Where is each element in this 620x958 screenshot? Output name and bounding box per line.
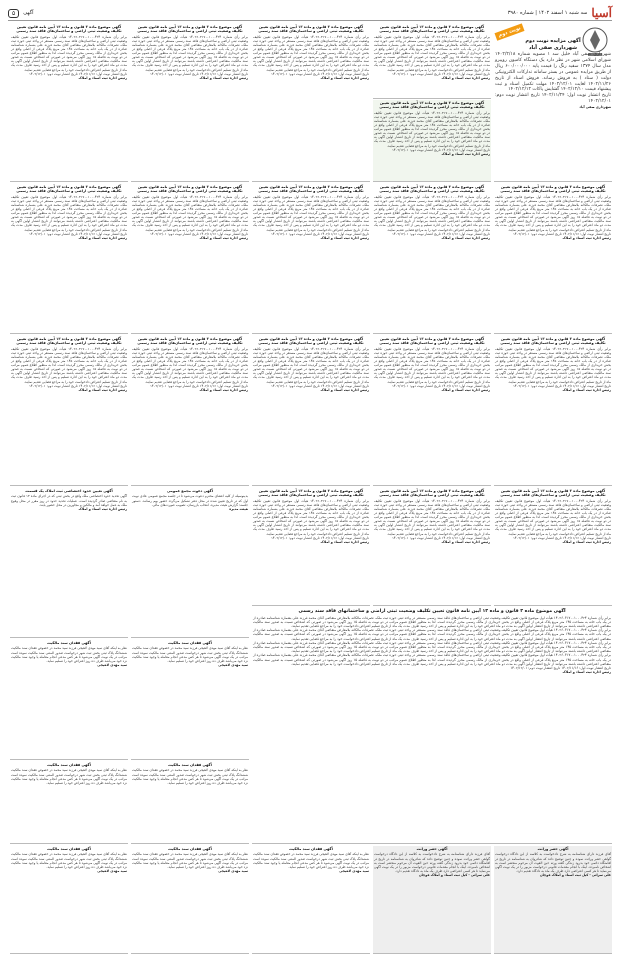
notice-signature: رئیس اداره ثبت اسناد و املاک [78, 235, 127, 240]
notice-signature: رئیس اداره ثبت اسناد و املاک [441, 75, 490, 80]
notice-dates: تاریخ انتشار نوبت اول: ۱۴۰۲/۱۱/۱۶ تاریخ انتشار نوبت دوم: ۱۴۰۲/۱۲/۰۱ [150, 231, 248, 236]
notice-dates: تاریخ انتشار نوبت اول: ۱۴۰۲/۱۱/۱۶ تاریخ انتشار نوبت دوم: ۱۴۰۲/۱۲/۰۱ [150, 383, 248, 388]
notice-title: آگهی موضوع ماده ۳ قانون و ماده ۱۳ آیین نامه قانون تعیین تکلیف وضعیت ثبتی اراضی و ساختمان‌های فاقد سند رسمی [379, 25, 485, 34]
notice-dates: تاریخ انتشار نوبت اول: ۱۴۰۲/۱۱/۱۶ تاریخ انتشار نوبت دوم: ۱۴۰۲/۱۲/۰۱ [29, 231, 127, 236]
wide-title: آگهی موضوع ماده ۳ قانون و ماده ۱۳ آیین نامه قانون تعیین تکلیف وضعیت ثبتی اراضی و ساختمانهای فاقد سند رسمی [298, 609, 566, 614]
notice-body: برابر رأی شماره ۱۴۰۲۶۰۳۱۷۰۰۱۰۰۰۴۲۴ هیأت اول موضوع قانون تعیین تکلیف وضعیت ثبتی اراضی و ساختمان‌های فاقد سند رسمی مستقر در واحد ثبتی حوزه ثبت ملک، تصرفات مالکانه بلامعارض متقاضی آقای محمد فرزند علی بشماره شناسنامه صادره از در یک باب خانه به مساحت ۱۴۵ متر مربع پلاک فرعی از اصلی واقع در بخش خریداری از مالک رسمی محرز گردیده است. لذا به منظور اطلاع عموم مراتب در دو نوبت به فاصله ۱۵ روز آگهی می‌شود در صورتی که اشخاص نسبت به صدور سند مالکیت متقاضی اعتراضی داشته باشند می‌توانند از تاریخ انتشار اولین آگهی به مدت دو ماه اعتراض خود را به این اداره تسلیم و پس از اخذ رسید ظرف مدت یک ماه از تاریخ تسلیم اعتراض دادخواست خود را به مراجع قضایی تقدیم نمایند. [374, 110, 490, 148]
land-notice-r2-5 [10, 184, 128, 334]
notice-title: آگهی موضوع ماده ۳ قانون و ماده ۱۳ آیین نامه قانون تعیین تکلیف وضعیت ثبتی اراضی و ساختمان‌های فاقد سند رسمی [258, 337, 364, 346]
notice-title: آگهی موضوع ماده ۳ قانون و ماده ۱۳ آیین نامه قانون تعیین تکلیف وضعیت ثبتی اراضی و ساختمان‌های فاقد سند رسمی [16, 185, 122, 194]
notice-dates: تاریخ انتشار نوبت اول: ۱۴۰۲/۱۱/۱۶ تاریخ انتشار نوبت دوم: ۱۴۰۲/۱۲/۰۱ [392, 383, 490, 388]
featured-org: شهرداری صفی آباد [528, 45, 578, 51]
notice-title: آگهی موضوع ماده ۳ قانون و ماده ۱۳ آیین نامه قانون تعیین تکلیف وضعیت ثبتی اراضی و ساختمان‌های فاقد سند رسمی [137, 337, 243, 346]
notice-signature: رئیس اداره ثبت اسناد و املاک [441, 235, 490, 240]
lost-deed-title-2: آگهی فقدان سند مالکیت [168, 641, 212, 645]
land-notice-r4-1 [494, 488, 612, 606]
notice-title: آگهی موضوع ماده ۳ قانون و ماده ۱۳ آیین نامه قانون تعیین تکلیف وضعیت ثبتی اراضی و ساختمان‌های فاقد سند رسمی [500, 185, 606, 194]
heirs-signature-1: علی سرائی - کیل ثبت اسناد و املاک قوچان [539, 872, 611, 877]
notice-dates: تاریخ انتشار نوبت اول: ۱۴۰۲/۱۱/۱۶ تاریخ انتشار نوبت دوم: ۱۴۰۲/۱۲/۰۱ [29, 383, 127, 388]
notice-body: برابر رأی شماره ۱۴۰۲۶۰۳۱۷۰۰۱۰۰۰۴۲۴ هیأت اول موضوع قانون تعیین تکلیف وضعیت ثبتی اراضی و ساختمان‌های فاقد سند رسمی مستقر در واحد ثبتی حوزه ثبت ملک، تصرفات مالکانه بلامعارض متقاضی آقای محمد فرزند علی بشماره شناسنامه صادره از در یک باب خانه به مساحت ۱۴۵ متر مربع پلاک فرعی از اصلی واقع در بخش خریداری از مالک رسمی محرز گردیده است. لذا به منظور اطلاع عموم مراتب در دو نوبت به فاصله ۱۵ روز آگهی می‌شود در صورتی که اشخاص نسبت به صدور سند مالکیت متقاضی اعتراضی داشته باشند می‌توانند از تاریخ انتشار اولین آگهی به مدت دو ماه اعتراض خود را به این اداره تسلیم و پس از اخذ رسید ظرف مدت یک ماه از تاریخ تسلیم اعتراض دادخواست خود را به مراجع قضایی تقدیم نمایند. [253, 346, 369, 384]
second-round-badge: نوبت دوم [494, 23, 524, 41]
notice-body: برابر رأی شماره ۱۴۰۲۶۰۳۱۷۰۰۱۰۰۰۴۲۴ هیأت اول موضوع قانون تعیین تکلیف وضعیت ثبتی اراضی و ساختمان‌های فاقد سند رسمی مستقر در واحد ثبتی حوزه ثبت ملک، تصرفات مالکانه بلامعارض متقاضی آقای محمد فرزند علی بشماره شناسنامه صادره از در یک باب خانه به مساحت ۱۴۵ متر مربع پلاک فرعی از اصلی واقع در بخش خریداری از مالک رسمی محرز گردیده است. لذا به منظور اطلاع عموم مراتب در دو نوبت به فاصله ۱۵ روز آگهی می‌شود در صورتی که اشخاص نسبت به صدور سند مالکیت متقاضی اعتراضی داشته باشند می‌توانند از تاریخ انتشار اولین آگهی به مدت دو ماه اعتراض خود را به این اداره تسلیم و پس از اخذ رسید ظرف مدت یک ماه از تاریخ تسلیم اعتراض دادخواست خود را به مراجع قضایی تقدیم نمایند. [495, 498, 611, 536]
election-body: بدینوسیله از کلیه اعضای محترم دعوت می‌شود تا در جلسه مجمع عمومی عادی نوبت اول که در تاریخ تعیین شده در محل دفتر تشکیل می‌گردد حضور بهم رسانند. دستور جلسه: گزارش هیئت مدیره، انتخاب بازرسان، تصویب صورت‌های مالی. [132, 494, 248, 507]
lost-deed-notice-3 [131, 762, 249, 844]
wide-body-4: برابر رأی شماره ۱۴۰۲۶۰۳۱۷۰۰۱۰۰۰۴۲۴ هیأت اول موضوع قانون تعیین تکلیف وضعیت ثبتی اراضی و ساختمان‌های فاقد سند رسمی مستقر در واحد ثبتی حوزه ثبت ملک، تصرفات مالکانه بلامعارض متقاضی آقای محمد فرزند علی بشماره شناسنامه صادره از در یک باب خانه به مساحت ۱۴۵ متر مربع پلاک فرعی از اصلی واقع در بخش خریداری از مالک رسمی محرز گردیده است. لذا به منظور اطلاع عموم مراتب در دو نوبت به فاصله ۱۵ روز آگهی می‌شود در صورتی که اشخاص نسبت به صدور سند مالکیت متقاضی اعتراضی داشته باشند می‌توانند از تاریخ انتشار اولین آگهی به مدت دو ماه اعتراض خود را به این اداره تسلیم و پس از اخذ رسید ظرف مدت یک ماه از تاریخ تسلیم اعتراض دادخواست خود را به مراجع قضایی تقدیم نمایند. [253, 653, 612, 666]
lost-deed-signature-2: سید مهدی لاهیجی [218, 662, 248, 667]
notice-title: آگهی موضوع ماده ۳ قانون و ماده ۱۳ آیین نامه قانون تعیین تکلیف وضعیت ثبتی اراضی و ساختمان‌های فاقد سند رسمی [137, 25, 243, 34]
notice-body: برابر رأی شماره ۱۴۰۲۶۰۳۱۷۰۰۱۰۰۰۴۲۴ هیأت اول موضوع قانون تعیین تکلیف وضعیت ثبتی اراضی و ساختمان‌های فاقد سند رسمی مستقر در واحد ثبتی حوزه ثبت ملک، تصرفات مالکانه بلامعارض متقاضی آقای محمد فرزند علی بشماره شناسنامه صادره از در یک باب خانه به مساحت ۱۴۵ متر مربع پلاک فرعی از اصلی واقع در بخش خریداری از مالک رسمی محرز گردیده است. لذا به منظور اطلاع عموم مراتب در دو نوبت به فاصله ۱۵ روز آگهی می‌شود در صورتی که اشخاص نسبت به صدور سند مالکیت متقاضی اعتراضی داشته باشند می‌توانند از تاریخ انتشار اولین آگهی به مدت دو ماه اعتراض خود را به این اداره تسلیم و پس از اخذ رسید ظرف مدت یک ماه از تاریخ تسلیم اعتراض دادخواست خود را به مراجع قضایی تقدیم نمایند. [495, 346, 611, 384]
notice-dates: تاریخ انتشار نوبت اول: ۱۴۰۲/۱۱/۱۶ تاریخ انتشار نوبت دوم: ۱۴۰۲/۱۲/۰۱ [392, 147, 490, 152]
land-notice-c2-2 [373, 100, 491, 182]
lost-deed-body-2: نظر به اینکه آقای سید مهدی لاهیجی فرزند سید محمد در خصوص فقدان سند مالکیت ششدانگ پلاک ثبتی بخش ثبت شهر درخواست صدور المثنی سند مالکیت نموده است مراتب در یک نوبت آگهی می‌شود تا هر کس مدعی انجام معامله یا وجود سند مالکیت نزد خود می‌باشد ظرف ده روز اعتراض خود را تسلیم نماید. [132, 646, 248, 663]
page-number: ۵ [8, 9, 19, 18]
lost-deed-notice-6 [131, 846, 249, 954]
notice-title: آگهی موضوع ماده ۳ قانون و ماده ۱۳ آیین نامه قانون تعیین تکلیف وضعیت ثبتی اراضی و ساختمان‌های فاقد سند رسمی [16, 337, 122, 346]
issue-info: سه شنبه ۱ اسفند ۱۴۰۲ | شماره ۳۹۸۰ [507, 10, 588, 16]
land-notice-c3-1 [252, 24, 370, 182]
lost-deed-body-5: نظر به اینکه آقای سید مهدی لاهیجی فرزند سید محمد در خصوص فقدان سند مالکیت ششدانگ پلاک ثبتی بخش ثبت شهر درخواست صدور المثنی سند مالکیت نموده است مراتب در یک نوبت آگهی می‌شود تا هر کس مدعی انجام معامله یا وجود سند مالکیت نزد خود می‌باشد ظرف ده روز اعتراض خود را تسلیم نماید. [253, 852, 369, 869]
notice-signature: رئیس اداره ثبت اسناد و املاک [78, 387, 127, 392]
masthead-page-block [8, 9, 33, 18]
lost-deed-title-7: آگهی فقدان سند مالکیت [47, 847, 91, 851]
notice-body: برابر رأی شماره ۱۴۰۲۶۰۳۱۷۰۰۱۰۰۰۴۲۴ هیأت اول موضوع قانون تعیین تکلیف وضعیت ثبتی اراضی و ساختمان‌های فاقد سند رسمی مستقر در واحد ثبتی حوزه ثبت ملک، تصرفات مالکانه بلامعارض متقاضی آقای محمد فرزند علی بشماره شناسنامه صادره از در یک باب خانه به مساحت ۱۴۵ متر مربع پلاک فرعی از اصلی واقع در بخش خریداری از مالک رسمی محرز گردیده است. لذا به منظور اطلاع عموم مراتب در دو نوبت به فاصله ۱۵ روز آگهی می‌شود در صورتی که اشخاص نسبت به صدور سند مالکیت متقاضی اعتراضی داشته باشند می‌توانند از تاریخ انتشار اولین آگهی به مدت دو ماه اعتراض خود را به این اداره تسلیم و پس از اخذ رسید ظرف مدت یک ماه از تاریخ تسلیم اعتراض دادخواست خود را به مراجع قضایی تقدیم نمایند. [374, 194, 490, 232]
land-notice-r2-3 [252, 184, 370, 334]
notice-body: برابر رأی شماره ۱۴۰۲۶۰۳۱۷۰۰۱۰۰۰۴۲۴ هیأت اول موضوع قانون تعیین تکلیف وضعیت ثبتی اراضی و ساختمان‌های فاقد سند رسمی مستقر در واحد ثبتی حوزه ثبت ملک، تصرفات مالکانه بلامعارض متقاضی آقای محمد فرزند علی بشماره شناسنامه صادره از در یک باب خانه به مساحت ۱۴۵ متر مربع پلاک فرعی از اصلی واقع در بخش خریداری از مالک رسمی محرز گردیده است. لذا به منظور اطلاع عموم مراتب در دو نوبت به فاصله ۱۵ روز آگهی می‌شود در صورتی که اشخاص نسبت به صدور سند مالکیت متقاضی اعتراضی داشته باشند می‌توانند از تاریخ انتشار اولین آگهی به مدت دو ماه اعتراض خود را به این اداره تسلیم و پس از اخذ رسید ظرف مدت یک ماه از تاریخ تسلیم اعتراض دادخواست خود را به مراجع قضایی تقدیم نمایند. [374, 346, 490, 384]
lost-deed-body-6: نظر به اینکه آقای سید مهدی لاهیجی فرزند سید محمد در خصوص فقدان سند مالکیت ششدانگ پلاک ثبتی بخش ثبت شهر درخواست صدور المثنی سند مالکیت نموده است مراتب در یک نوبت آگهی می‌شود تا هر کس مدعی انجام معامله یا وجود سند مالکیت نزد خود می‌باشد ظرف ده روز اعتراض خود را تسلیم نماید. [132, 852, 248, 869]
notice-signature: رئیس اداره ثبت اسناد و املاک [562, 235, 611, 240]
notice-signature: رئیس اداره ثبت اسناد و املاک [320, 235, 369, 240]
featured-signature: شهرداری صفی آباد [579, 105, 611, 110]
notice-dates: تاریخ انتشار نوبت اول: ۱۴۰۲/۱۱/۱۶ تاریخ انتشار نوبت دوم: ۱۴۰۲/۱۲/۰۱ [29, 71, 127, 76]
wide-land-notice [252, 608, 612, 844]
lost-deed-signature-5: سید مهدی لاهیجی [339, 868, 369, 873]
lost-deed-title-4: آگهی فقدان سند مالکیت [47, 763, 91, 767]
heirs-body-1: آقای فرزند دارای شناسنامه به شرح دادخواست به کلاسه از این دادگاه درخواست گواهی حصر وراثت نموده و چنین توضیح داده که شادروان به شناسنامه در تاریخ در اقامتگاه دائمی خود بدرود زندگی گفته ورثه حین الفوت آن مرحوم منحصر است به اشخاص نامبرده. اینک با انجام مقدمات قانونی درخواست مزبور را در یک نوبت آگهی می‌نماید تا هر کسی اعتراضی دارد ظرف یک ماه به دادگاه تقدیم دارد. [495, 852, 611, 873]
election-title: آگهی دعوت مجمع عمومی [167, 489, 213, 493]
featured-body: شهرداری صفی آباد خلیل سد ۱ مصوبه شماره ۱۴۰۲/۲/۱۸ شورای اسلامی شهر در نظر دارد یک دستگاه کامیون روپیرو مدل سال ۱۳۷۴ سفید رنگ را قیمت پایه ۶۰۰/۰۰۰/۰۰۰ ریال از طریق مزایده عمومی در بستر سامانه تدارکات الکترونیکی دولت ( ستاد ) به فروش رساند. فروش اسناد از تاریخ ۱۴۰۲/۱۱/۲۶ لغایت ۱۴۰۲/۱۲/۰۱ مهلت تکمیل اسناد و ثبت پیشنهاد قیمت ۱۴۰۲/۱۲/۱۰ گشایش پاکات ۱۴۰۲/۱۲/۱۲ [495, 52, 611, 93]
notice-dates: تاریخ انتشار نوبت اول: ۱۴۰۲/۱۱/۱۶ تاریخ انتشار نوبت دوم: ۱۴۰۲/۱۲/۰۱ [392, 535, 490, 540]
land-notice-c5-1 [10, 24, 128, 182]
land-notice-r3-1 [494, 336, 612, 486]
land-notice-r3-5 [10, 336, 128, 486]
land-notice-r2-2 [373, 184, 491, 334]
notice-dates: تاریخ انتشار نوبت اول: ۱۴۰۲/۱۱/۱۶ تاریخ انتشار نوبت دوم: ۱۴۰۲/۱۲/۰۱ [392, 71, 490, 76]
notice-signature: رئیس اداره ثبت اسناد و املاک [320, 387, 369, 392]
notice-title: آگهی موضوع ماده ۳ قانون و ماده ۱۳ آیین نامه قانون تعیین تکلیف وضعیت ثبتی اراضی و ساختمان‌های فاقد سند رسمی [258, 185, 364, 194]
notice-signature: رئیس اداره ثبت اسناد و املاک [199, 75, 248, 80]
notice-signature: رئیس اداره ثبت اسناد و املاک [320, 539, 369, 544]
notice-title: آگهی موضوع ماده ۳ قانون و ماده ۱۳ آیین نامه قانون تعیین تکلیف وضعیت ثبتی اراضی و ساختمان‌های فاقد سند رسمی [379, 101, 485, 110]
notice-dates: تاریخ انتشار نوبت اول: ۱۴۰۲/۱۱/۱۶ تاریخ انتشار نوبت دوم: ۱۴۰۲/۱۲/۰۱ [513, 231, 611, 236]
notice-dates: تاریخ انتشار نوبت اول: ۱۴۰۲/۱۱/۱۶ تاریخ انتشار نوبت دوم: ۱۴۰۲/۱۲/۰۱ [271, 535, 369, 540]
wide-signature: رئیس اداره ثبت اسناد و املاک [562, 670, 611, 675]
notice-body: برابر رأی شماره ۱۴۰۲۶۰۳۱۷۰۰۱۰۰۰۴۲۴ هیأت اول موضوع قانون تعیین تکلیف وضعیت ثبتی اراضی و ساختمان‌های فاقد سند رسمی مستقر در واحد ثبتی حوزه ثبت ملک، تصرفات مالکانه بلامعارض متقاضی آقای محمد فرزند علی بشماره شناسنامه صادره از در یک باب خانه به مساحت ۱۴۵ متر مربع پلاک فرعی از اصلی واقع در بخش خریداری از مالک رسمی محرز گردیده است. لذا به منظور اطلاع عموم مراتب در دو نوبت به فاصله ۱۵ روز آگهی می‌شود در صورتی که اشخاص نسبت به صدور سند مالکیت متقاضی اعتراضی داشته باشند می‌توانند از تاریخ انتشار اولین آگهی به مدت دو ماه اعتراض خود را به این اداره تسلیم و پس از اخذ رسید ظرف مدت یک ماه از تاریخ تسلیم اعتراض دادخواست خود را به مراجع قضایی تقدیم نمایند. [11, 346, 127, 384]
lost-deed-body-7: نظر به اینکه آقای سید مهدی لاهیجی فرزند سید محمد در خصوص فقدان سند مالکیت ششدانگ پلاک ثبتی بخش ثبت شهر درخواست صدور المثنی سند مالکیت نموده است مراتب در یک نوبت آگهی می‌شود تا هر کس مدعی انجام معامله یا وجود سند مالکیت نزد خود می‌باشد ظرف ده روز اعتراض خود را تسلیم نماید. [11, 852, 127, 869]
notice-dates: تاریخ انتشار نوبت اول: ۱۴۰۲/۱۱/۱۶ تاریخ انتشار نوبت دوم: ۱۴۰۲/۱۲/۰۱ [271, 231, 369, 236]
featured-title: آگهی مزایده نوبت دوم [525, 38, 581, 44]
featured-dates: تاریخ انتشار نوبت اول: ۱۴۰۲/۱۱/۲۴ تاریخ انتشار نوبت دوم: ۱۴۰۲/۱۲/۰۱ [495, 93, 611, 105]
masthead-brand-block [508, 8, 612, 18]
notice-dates: تاریخ انتشار نوبت اول: ۱۴۰۲/۱۱/۱۶ تاریخ انتشار نوبت دوم: ۱۴۰۲/۱۲/۰۱ [271, 71, 369, 76]
land-notice-r3-2 [373, 336, 491, 486]
wide-body-3: برابر رأی شماره ۱۴۰۲۶۰۳۱۷۰۰۱۰۰۰۴۲۴ هیأت اول موضوع قانون تعیین تکلیف وضعیت ثبتی اراضی و ساختمان‌های فاقد سند رسمی مستقر در واحد ثبتی حوزه ثبت ملک، تصرفات مالکانه بلامعارض متقاضی آقای محمد فرزند علی بشماره شناسنامه صادره از در یک باب خانه به مساحت ۱۴۵ متر مربع پلاک فرعی از اصلی واقع در بخش خریداری از مالک رسمی محرز گردیده است. لذا به منظور اطلاع عموم مراتب در دو نوبت به فاصله ۱۵ روز آگهی می‌شود در صورتی که اشخاص نسبت به صدور سند مالکیت متقاضی اعتراضی داشته باشند می‌توانند از تاریخ انتشار اولین آگهی به مدت دو ماه اعتراض خود را به این اداره تسلیم و پس از اخذ رسید ظرف مدت یک ماه از تاریخ تسلیم اعتراض دادخواست خود را به مراجع قضایی تقدیم نمایند. [253, 640, 612, 654]
notice-signature: رئیس اداره ثبت اسناد و املاک [78, 75, 127, 80]
notice-body: برابر رأی شماره ۱۴۰۲۶۰۳۱۷۰۰۱۰۰۰۴۲۴ هیأت اول موضوع قانون تعیین تکلیف وضعیت ثبتی اراضی و ساختمان‌های فاقد سند رسمی مستقر در واحد ثبتی حوزه ثبت ملک، تصرفات مالکانه بلامعارض متقاضی آقای محمد فرزند علی بشماره شناسنامه صادره از در یک باب خانه به مساحت ۱۴۵ متر مربع پلاک فرعی از اصلی واقع در بخش خریداری از مالک رسمی محرز گردیده است. لذا به منظور اطلاع عموم مراتب در دو نوبت به فاصله ۱۵ روز آگهی می‌شود در صورتی که اشخاص نسبت به صدور سند مالکیت متقاضی اعتراضی داشته باشند می‌توانند از تاریخ انتشار اولین آگهی به مدت دو ماه اعتراض خود را به این اداره تسلیم و پس از اخذ رسید ظرف مدت یک ماه از تاریخ تسلیم اعتراض دادخواست خود را به مراجع قضایی تقدیم نمایند. [11, 194, 127, 232]
notice-signature: رئیس اداره ثبت اسناد و املاک [199, 235, 248, 240]
notice-signature: رئیس اداره ثبت اسناد و املاک [320, 75, 369, 80]
section-label: آگهی [23, 10, 34, 16]
lost-deed-signature-6: سید مهدی لاهیجی [218, 868, 248, 873]
lost-deed-title-5: آگهی فقدان سند مالکیت [289, 847, 333, 851]
lost-deed-body-4: نظر به اینکه آقای سید مهدی لاهیجی فرزند سید محمد در خصوص فقدان سند مالکیت ششدانگ پلاک ثبتی بخش ثبت شهر درخواست صدور المثنی سند مالکیت نموده است مراتب در یک نوبت آگهی می‌شود تا هر کس مدعی انجام معامله یا وجود سند مالکیت نزد خود می‌باشد ظرف ده روز اعتراض خود را تسلیم نماید. [11, 768, 127, 785]
notice-body: برابر رأی شماره ۱۴۰۲۶۰۳۱۷۰۰۱۰۰۰۴۲۴ هیأت اول موضوع قانون تعیین تکلیف وضعیت ثبتی اراضی و ساختمان‌های فاقد سند رسمی مستقر در واحد ثبتی حوزه ثبت ملک، تصرفات مالکانه بلامعارض متقاضی آقای محمد فرزند علی بشماره شناسنامه صادره از در یک باب خانه به مساحت ۱۴۵ متر مربع پلاک فرعی از اصلی واقع در بخش خریداری از مالک رسمی محرز گردیده است. لذا به منظور اطلاع عموم مراتب در دو نوبت به فاصله ۱۵ روز آگهی می‌شود در صورتی که اشخاص نسبت به صدور سند مالکیت متقاضی اعتراضی داشته باشند می‌توانند از تاریخ انتشار اولین آگهی به مدت دو ماه اعتراض خود را به این اداره تسلیم و پس از اخذ رسید ظرف مدت یک ماه از تاریخ تسلیم اعتراض دادخواست خود را به مراجع قضایی تقدیم نمایند. [132, 34, 248, 72]
notice-dates: تاریخ انتشار نوبت اول: ۱۴۰۲/۱۱/۱۶ تاریخ انتشار نوبت دوم: ۱۴۰۲/۱۲/۰۱ [513, 383, 611, 388]
land-notice-r2-1 [494, 184, 612, 334]
lost-deed-notice-7 [10, 846, 128, 954]
notice-body: برابر رأی شماره ۱۴۰۲۶۰۳۱۷۰۰۱۰۰۰۴۲۴ هیأت اول موضوع قانون تعیین تکلیف وضعیت ثبتی اراضی و ساختمان‌های فاقد سند رسمی مستقر در واحد ثبتی حوزه ثبت ملک، تصرفات مالکانه بلامعارض متقاضی آقای محمد فرزند علی بشماره شناسنامه صادره از در یک باب خانه به مساحت ۱۴۵ متر مربع پلاک فرعی از اصلی واقع در بخش خریداری از مالک رسمی محرز گردیده است. لذا به منظور اطلاع عموم مراتب در دو نوبت به فاصله ۱۵ روز آگهی می‌شود در صورتی که اشخاص نسبت به صدور سند مالکیت متقاضی اعتراضی داشته باشند می‌توانند از تاریخ انتشار اولین آگهی به مدت دو ماه اعتراض خود را به این اداره تسلیم و پس از اخذ رسید ظرف مدت یک ماه از تاریخ تسلیم اعتراض دادخواست خود را به مراجع قضایی تقدیم نمایند. [374, 34, 490, 72]
notice-title: آگهی موضوع ماده ۳ قانون و ماده ۱۳ آیین نامه قانون تعیین تکلیف وضعیت ثبتی اراضی و ساختمان‌های فاقد سند رسمی [379, 489, 485, 498]
lost-deed-title-1: آگهی فقدان سند مالکیت [47, 641, 91, 645]
notice-signature: رئیس اداره ثبت اسناد و املاک [441, 151, 490, 156]
notice-dates: تاریخ انتشار نوبت اول: ۱۴۰۲/۱۱/۱۶ تاریخ انتشار نوبت دوم: ۱۴۰۲/۱۲/۰۱ [271, 383, 369, 388]
boundary-notice [10, 488, 128, 638]
notice-body: برابر رأی شماره ۱۴۰۲۶۰۳۱۷۰۰۱۰۰۰۴۲۴ هیأت اول موضوع قانون تعیین تکلیف وضعیت ثبتی اراضی و ساختمان‌های فاقد سند رسمی مستقر در واحد ثبتی حوزه ثبت ملک، تصرفات مالکانه بلامعارض متقاضی آقای محمد فرزند علی بشماره شناسنامه صادره از در یک باب خانه به مساحت ۱۴۵ متر مربع پلاک فرعی از اصلی واقع در بخش خریداری از مالک رسمی محرز گردیده است. لذا به منظور اطلاع عموم مراتب در دو نوبت به فاصله ۱۵ روز آگهی می‌شود در صورتی که اشخاص نسبت به صدور سند مالکیت متقاضی اعتراضی داشته باشند می‌توانند از تاریخ انتشار اولین آگهی به مدت دو ماه اعتراض خود را به این اداره تسلیم و پس از اخذ رسید ظرف مدت یک ماه از تاریخ تسلیم اعتراض دادخواست خود را به مراجع قضایی تقدیم نمایند. [11, 34, 127, 72]
notice-title: آگهی موضوع ماده ۳ قانون و ماده ۱۳ آیین نامه قانون تعیین تکلیف وضعیت ثبتی اراضی و ساختمان‌های فاقد سند رسمی [258, 489, 364, 498]
election-notice [131, 488, 249, 638]
notice-signature: رئیس اداره ثبت اسناد و املاک [199, 387, 248, 392]
land-notice-c2-1 [373, 24, 491, 99]
notice-title: آگهی موضوع ماده ۳ قانون و ماده ۱۳ آیین نامه قانون تعیین تکلیف وضعیت ثبتی اراضی و ساختمان‌های فاقد سند رسمی [379, 337, 485, 346]
wide-body-1: برابر رأی شماره ۱۴۰۲۶۰۳۱۷۰۰۱۰۰۰۴۲۴ هیأت اول موضوع قانون تعیین تکلیف وضعیت ثبتی اراضی و ساختمان‌های فاقد سند رسمی مستقر در واحد ثبتی حوزه ثبت ملک، تصرفات مالکانه بلامعارض متقاضی آقای محمد فرزند علی بشماره شناسنامه صادره از در یک باب خانه به مساحت ۱۴۵ متر مربع پلاک فرعی از اصلی واقع در بخش خریداری از مالک رسمی محرز گردیده است. لذا به منظور اطلاع عموم مراتب در دو نوبت به فاصله ۱۵ روز آگهی می‌شود در صورتی که اشخاص نسبت به صدور سند مالکیت متقاضی اعتراضی داشته باشند می‌توانند از تاریخ انتشار اولین آگهی به مدت دو ماه اعتراض خود را به این اداره تسلیم و پس از اخذ رسید ظرف مدت یک ماه از تاریخ تسلیم اعتراض دادخواست خود را به مراجع قضایی تقدیم نمایند. [253, 615, 612, 628]
election-signature: هیئت مدیره [229, 506, 248, 511]
notice-body: برابر رأی شماره ۱۴۰۲۶۰۳۱۷۰۰۱۰۰۰۴۲۴ هیأت اول موضوع قانون تعیین تکلیف وضعیت ثبتی اراضی و ساختمان‌های فاقد سند رسمی مستقر در واحد ثبتی حوزه ثبت ملک، تصرفات مالکانه بلامعارض متقاضی آقای محمد فرزند علی بشماره شناسنامه صادره از در یک باب خانه به مساحت ۱۴۵ متر مربع پلاک فرعی از اصلی واقع در بخش خریداری از مالک رسمی محرز گردیده است. لذا به منظور اطلاع عموم مراتب در دو نوبت به فاصله ۱۵ روز آگهی می‌شود در صورتی که اشخاص نسبت به صدور سند مالکیت متقاضی اعتراضی داشته باشند می‌توانند از تاریخ انتشار اولین آگهی به مدت دو ماه اعتراض خود را به این اداره تسلیم و پس از اخذ رسید ظرف مدت یک ماه از تاریخ تسلیم اعتراض دادخواست خود را به مراجع قضایی تقدیم نمایند. [132, 194, 248, 232]
brand-logo: آسیا [591, 6, 612, 20]
lost-deed-signature-7: سید مهدی لاهیجی [97, 868, 127, 873]
masthead [8, 6, 612, 21]
heirs-notice-2 [373, 846, 491, 954]
heirs-body-2: آقای فرزند دارای شناسنامه به شرح دادخواست به کلاسه از این دادگاه درخواست گواهی حصر وراثت نموده و چنین توضیح داده که شادروان به شناسنامه در تاریخ در اقامتگاه دائمی خود بدرود زندگی گفته ورثه حین الفوت آن مرحوم منحصر است به اشخاص نامبرده. اینک با انجام مقدمات قانونی درخواست مزبور را در یک نوبت آگهی می‌نماید تا هر کسی اعتراضی دارد ظرف یک ماه به دادگاه تقدیم دارد. [374, 852, 490, 873]
lost-deed-notice-5 [252, 846, 370, 954]
boundary-body: آگهی تحدید حدود اختصاصی ملک واقع در بخش ثبتی که در اجرای ماده ۱۳ قانون ثبت به نام متقاضی صادر گردیده است، عملیات تحدید حدود در روز مقرر در محل وقوع ملک به عمل خواهد آمد و مالکین و مجاورین در محل حضور یابند. [11, 494, 128, 507]
notice-signature: رئیس اداره ثبت اسناد و املاک [441, 539, 490, 544]
notice-body: برابر رأی شماره ۱۴۰۲۶۰۳۱۷۰۰۱۰۰۰۴۲۴ هیأت اول موضوع قانون تعیین تکلیف وضعیت ثبتی اراضی و ساختمان‌های فاقد سند رسمی مستقر در واحد ثبتی حوزه ثبت ملک، تصرفات مالکانه بلامعارض متقاضی آقای محمد فرزند علی بشماره شناسنامه صادره از در یک باب خانه به مساحت ۱۴۵ متر مربع پلاک فرعی از اصلی واقع در بخش خریداری از مالک رسمی محرز گردیده است. لذا به منظور اطلاع عموم مراتب در دو نوبت به فاصله ۱۵ روز آگهی می‌شود در صورتی که اشخاص نسبت به صدور سند مالکیت متقاضی اعتراضی داشته باشند می‌توانند از تاریخ انتشار اولین آگهی به مدت دو ماه اعتراض خود را به این اداره تسلیم و پس از اخذ رسید ظرف مدت یک ماه از تاریخ تسلیم اعتراض دادخواست خود را به مراجع قضایی تقدیم نمایند. [253, 498, 369, 536]
notice-title: آگهی موضوع ماده ۳ قانون و ماده ۱۳ آیین نامه قانون تعیین تکلیف وضعیت ثبتی اراضی و ساختمان‌های فاقد سند رسمی [379, 185, 485, 194]
lost-deed-body-3: نظر به اینکه آقای سید مهدی لاهیجی فرزند سید محمد در خصوص فقدان سند مالکیت ششدانگ پلاک ثبتی بخش ثبت شهر درخواست صدور المثنی سند مالکیت نموده است مراتب در یک نوبت آگهی می‌شود تا هر کس مدعی انجام معامله یا وجود سند مالکیت نزد خود می‌باشد ظرف ده روز اعتراض خود را تسلیم نماید. [132, 768, 248, 785]
notice-title: آگهی موضوع ماده ۳ قانون و ماده ۱۳ آیین نامه قانون تعیین تکلیف وضعیت ثبتی اراضی و ساختمان‌های فاقد سند رسمی [258, 25, 364, 34]
land-notice-c4-1 [131, 24, 249, 182]
notice-dates: تاریخ انتشار نوبت اول: ۱۴۰۲/۱۱/۱۶ تاریخ انتشار نوبت دوم: ۱۴۰۲/۱۲/۰۱ [513, 535, 611, 540]
lost-deed-body-1: نظر به اینکه آقای سید مهدی لاهیجی فرزند سید محمد در خصوص فقدان سند مالکیت ششدانگ پلاک ثبتی بخش ثبت شهر درخواست صدور المثنی سند مالکیت نموده است مراتب در یک نوبت آگهی می‌شود تا هر کس مدعی انجام معامله یا وجود سند مالکیت نزد خود می‌باشد ظرف ده روز اعتراض خود را تسلیم نماید. [11, 646, 127, 663]
notice-signature: رئیس اداره ثبت اسناد و املاک [441, 387, 490, 392]
notice-title: آگهی موضوع ماده ۳ قانون و ماده ۱۳ آیین نامه قانون تعیین تکلیف وضعیت ثبتی اراضی و ساختمان‌های فاقد سند رسمی [500, 337, 606, 346]
notice-body: برابر رأی شماره ۱۴۰۲۶۰۳۱۷۰۰۱۰۰۰۴۲۴ هیأت اول موضوع قانون تعیین تکلیف وضعیت ثبتی اراضی و ساختمان‌های فاقد سند رسمی مستقر در واحد ثبتی حوزه ثبت ملک، تصرفات مالکانه بلامعارض متقاضی آقای محمد فرزند علی بشماره شناسنامه صادره از در یک باب خانه به مساحت ۱۴۵ متر مربع پلاک فرعی از اصلی واقع در بخش خریداری از مالک رسمی محرز گردیده است. لذا به منظور اطلاع عموم مراتب در دو نوبت به فاصله ۱۵ روز آگهی می‌شود در صورتی که اشخاص نسبت به صدور سند مالکیت متقاضی اعتراضی داشته باشند می‌توانند از تاریخ انتشار اولین آگهی به مدت دو ماه اعتراض خود را به این اداره تسلیم و پس از اخذ رسید ظرف مدت یک ماه از تاریخ تسلیم اعتراض دادخواست خود را به مراجع قضایی تقدیم نمایند. [253, 194, 369, 232]
lost-deed-notice-4 [10, 762, 128, 844]
notice-title: آگهی موضوع ماده ۳ قانون و ماده ۱۳ آیین نامه قانون تعیین تکلیف وضعیت ثبتی اراضی و ساختمان‌های فاقد سند رسمی [500, 489, 606, 498]
land-notice-r3-3 [252, 336, 370, 486]
lost-deed-notice-1 [10, 640, 128, 760]
land-notice-r2-4 [131, 184, 249, 334]
notice-dates: تاریخ انتشار نوبت اول: ۱۴۰۲/۱۱/۱۶ تاریخ انتشار نوبت دوم: ۱۴۰۲/۱۲/۰۱ [392, 231, 490, 236]
lost-deed-notice-2 [131, 640, 249, 760]
notice-body: برابر رأی شماره ۱۴۰۲۶۰۳۱۷۰۰۱۰۰۰۴۲۴ هیأت اول موضوع قانون تعیین تکلیف وضعیت ثبتی اراضی و ساختمان‌های فاقد سند رسمی مستقر در واحد ثبتی حوزه ثبت ملک، تصرفات مالکانه بلامعارض متقاضی آقای محمد فرزند علی بشماره شناسنامه صادره از در یک باب خانه به مساحت ۱۴۵ متر مربع پلاک فرعی از اصلی واقع در بخش خریداری از مالک رسمی محرز گردیده است. لذا به منظور اطلاع عموم مراتب در دو نوبت به فاصله ۱۵ روز آگهی می‌شود در صورتی که اشخاص نسبت به صدور سند مالکیت متقاضی اعتراضی داشته باشند می‌توانند از تاریخ انتشار اولین آگهی به مدت دو ماه اعتراض خود را به این اداره تسلیم و پس از اخذ رسید ظرف مدت یک ماه از تاریخ تسلیم اعتراض دادخواست خود را به مراجع قضایی تقدیم نمایند. [495, 194, 611, 232]
notice-signature: رئیس اداره ثبت اسناد و املاک [562, 387, 611, 392]
notice-title: آگهی موضوع ماده ۳ قانون و ماده ۱۳ آیین نامه قانون تعیین تکلیف وضعیت ثبتی اراضی و ساختمان‌های فاقد سند رسمی [137, 185, 243, 194]
notice-body: برابر رأی شماره ۱۴۰۲۶۰۳۱۷۰۰۱۰۰۰۴۲۴ هیأت اول موضوع قانون تعیین تکلیف وضعیت ثبتی اراضی و ساختمان‌های فاقد سند رسمی مستقر در واحد ثبتی حوزه ثبت ملک، تصرفات مالکانه بلامعارض متقاضی آقای محمد فرزند علی بشماره شناسنامه صادره از در یک باب خانه به مساحت ۱۴۵ متر مربع پلاک فرعی از اصلی واقع در بخش خریداری از مالک رسمی محرز گردیده است. لذا به منظور اطلاع عموم مراتب در دو نوبت به فاصله ۱۵ روز آگهی می‌شود در صورتی که اشخاص نسبت به صدور سند مالکیت متقاضی اعتراضی داشته باشند می‌توانند از تاریخ انتشار اولین آگهی به مدت دو ماه اعتراض خود را به این اداره تسلیم و پس از اخذ رسید ظرف مدت یک ماه از تاریخ تسلیم اعتراض دادخواست خود را به مراجع قضایی تقدیم نمایند. [253, 34, 369, 72]
lost-deed-title-3: آگهی فقدان سند مالکیت [168, 763, 212, 767]
boundary-signature: رئیس اداره ثبت اسناد و املاک [78, 506, 127, 511]
notice-signature: رئیس اداره ثبت اسناد و املاک [562, 539, 611, 544]
lost-deed-signature-1: سید مهدی لاهیجی [97, 662, 127, 667]
heirs-title-2: آگهی حصر وراثت [416, 847, 448, 851]
notice-body: برابر رأی شماره ۱۴۰۲۶۰۳۱۷۰۰۱۰۰۰۴۲۴ هیأت اول موضوع قانون تعیین تکلیف وضعیت ثبتی اراضی و ساختمان‌های فاقد سند رسمی مستقر در واحد ثبتی حوزه ثبت ملک، تصرفات مالکانه بلامعارض متقاضی آقای محمد فرزند علی بشماره شناسنامه صادره از در یک باب خانه به مساحت ۱۴۵ متر مربع پلاک فرعی از اصلی واقع در بخش خریداری از مالک رسمی محرز گردیده است. لذا به منظور اطلاع عموم مراتب در دو نوبت به فاصله ۱۵ روز آگهی می‌شود در صورتی که اشخاص نسبت به صدور سند مالکیت متقاضی اعتراضی داشته باشند می‌توانند از تاریخ انتشار اولین آگهی به مدت دو ماه اعتراض خود را به این اداره تسلیم و پس از اخذ رسید ظرف مدت یک ماه از تاریخ تسلیم اعتراض دادخواست خود را به مراجع قضایی تقدیم نمایند. [374, 498, 490, 536]
boundary-title: آگهی تعیین حدود اختصاصی ثبت املاک یک قسمت [25, 489, 113, 493]
lost-deed-title-6: آگهی فقدان سند مالکیت [168, 847, 212, 851]
heirs-notice-1 [494, 846, 612, 954]
featured-auction-notice [494, 24, 612, 182]
wide-body-2: برابر رأی شماره ۱۴۰۲۶۰۳۱۷۰۰۱۰۰۰۴۲۴ هیأت اول موضوع قانون تعیین تکلیف وضعیت ثبتی اراضی و ساختمان‌های فاقد سند رسمی مستقر در واحد ثبتی حوزه ثبت ملک، تصرفات مالکانه بلامعارض متقاضی آقای محمد فرزند علی بشماره شناسنامه صادره از در یک باب خانه به مساحت ۱۴۵ متر مربع پلاک فرعی از اصلی واقع در بخش خریداری از مالک رسمی محرز گردیده است. لذا به منظور اطلاع عموم مراتب در دو نوبت به فاصله ۱۵ روز آگهی می‌شود در صورتی که اشخاص نسبت به صدور سند مالکیت متقاضی اعتراضی داشته باشند می‌توانند از تاریخ انتشار اولین آگهی به مدت دو ماه اعتراض خود را به این اداره تسلیم و پس از اخذ رسید ظرف مدت یک ماه از تاریخ تسلیم اعتراض دادخواست خود را به مراجع قضایی تقدیم نمایند. [253, 628, 612, 641]
land-notice-r3-4 [131, 336, 249, 486]
land-notice-r4-2 [373, 488, 491, 606]
land-notice-r4-3 [252, 488, 370, 606]
notice-body: برابر رأی شماره ۱۴۰۲۶۰۳۱۷۰۰۱۰۰۰۴۲۴ هیأت اول موضوع قانون تعیین تکلیف وضعیت ثبتی اراضی و ساختمان‌های فاقد سند رسمی مستقر در واحد ثبتی حوزه ثبت ملک، تصرفات مالکانه بلامعارض متقاضی آقای محمد فرزند علی بشماره شناسنامه صادره از در یک باب خانه به مساحت ۱۴۵ متر مربع پلاک فرعی از اصلی واقع در بخش خریداری از مالک رسمی محرز گردیده است. لذا به منظور اطلاع عموم مراتب در دو نوبت به فاصله ۱۵ روز آگهی می‌شود در صورتی که اشخاص نسبت به صدور سند مالکیت متقاضی اعتراضی داشته باشند می‌توانند از تاریخ انتشار اولین آگهی به مدت دو ماه اعتراض خود را به این اداره تسلیم و پس از اخذ رسید ظرف مدت یک ماه از تاریخ تسلیم اعتراض دادخواست خود را به مراجع قضایی تقدیم نمایند. [132, 346, 248, 384]
heirs-signature-2: علی سرائی - کیل ثبت اسناد و املاک قوچان [418, 872, 490, 877]
wide-dates: تاریخ انتشار نوبت اول: ۱۴۰۲/۱۱/۱۶ تاریخ انتشار نوبت دوم: ۱۴۰۲/۱۲/۰۱ [510, 665, 611, 670]
heirs-title-1: آگهی حصر وراثت [537, 847, 569, 851]
notice-title: آگهی موضوع ماده ۳ قانون و ماده ۱۳ آیین نامه قانون تعیین تکلیف وضعیت ثبتی اراضی و ساختمان‌های فاقد سند رسمی [16, 25, 122, 34]
notice-dates: تاریخ انتشار نوبت اول: ۱۴۰۲/۱۱/۱۶ تاریخ انتشار نوبت دوم: ۱۴۰۲/۱۲/۰۱ [150, 71, 248, 76]
